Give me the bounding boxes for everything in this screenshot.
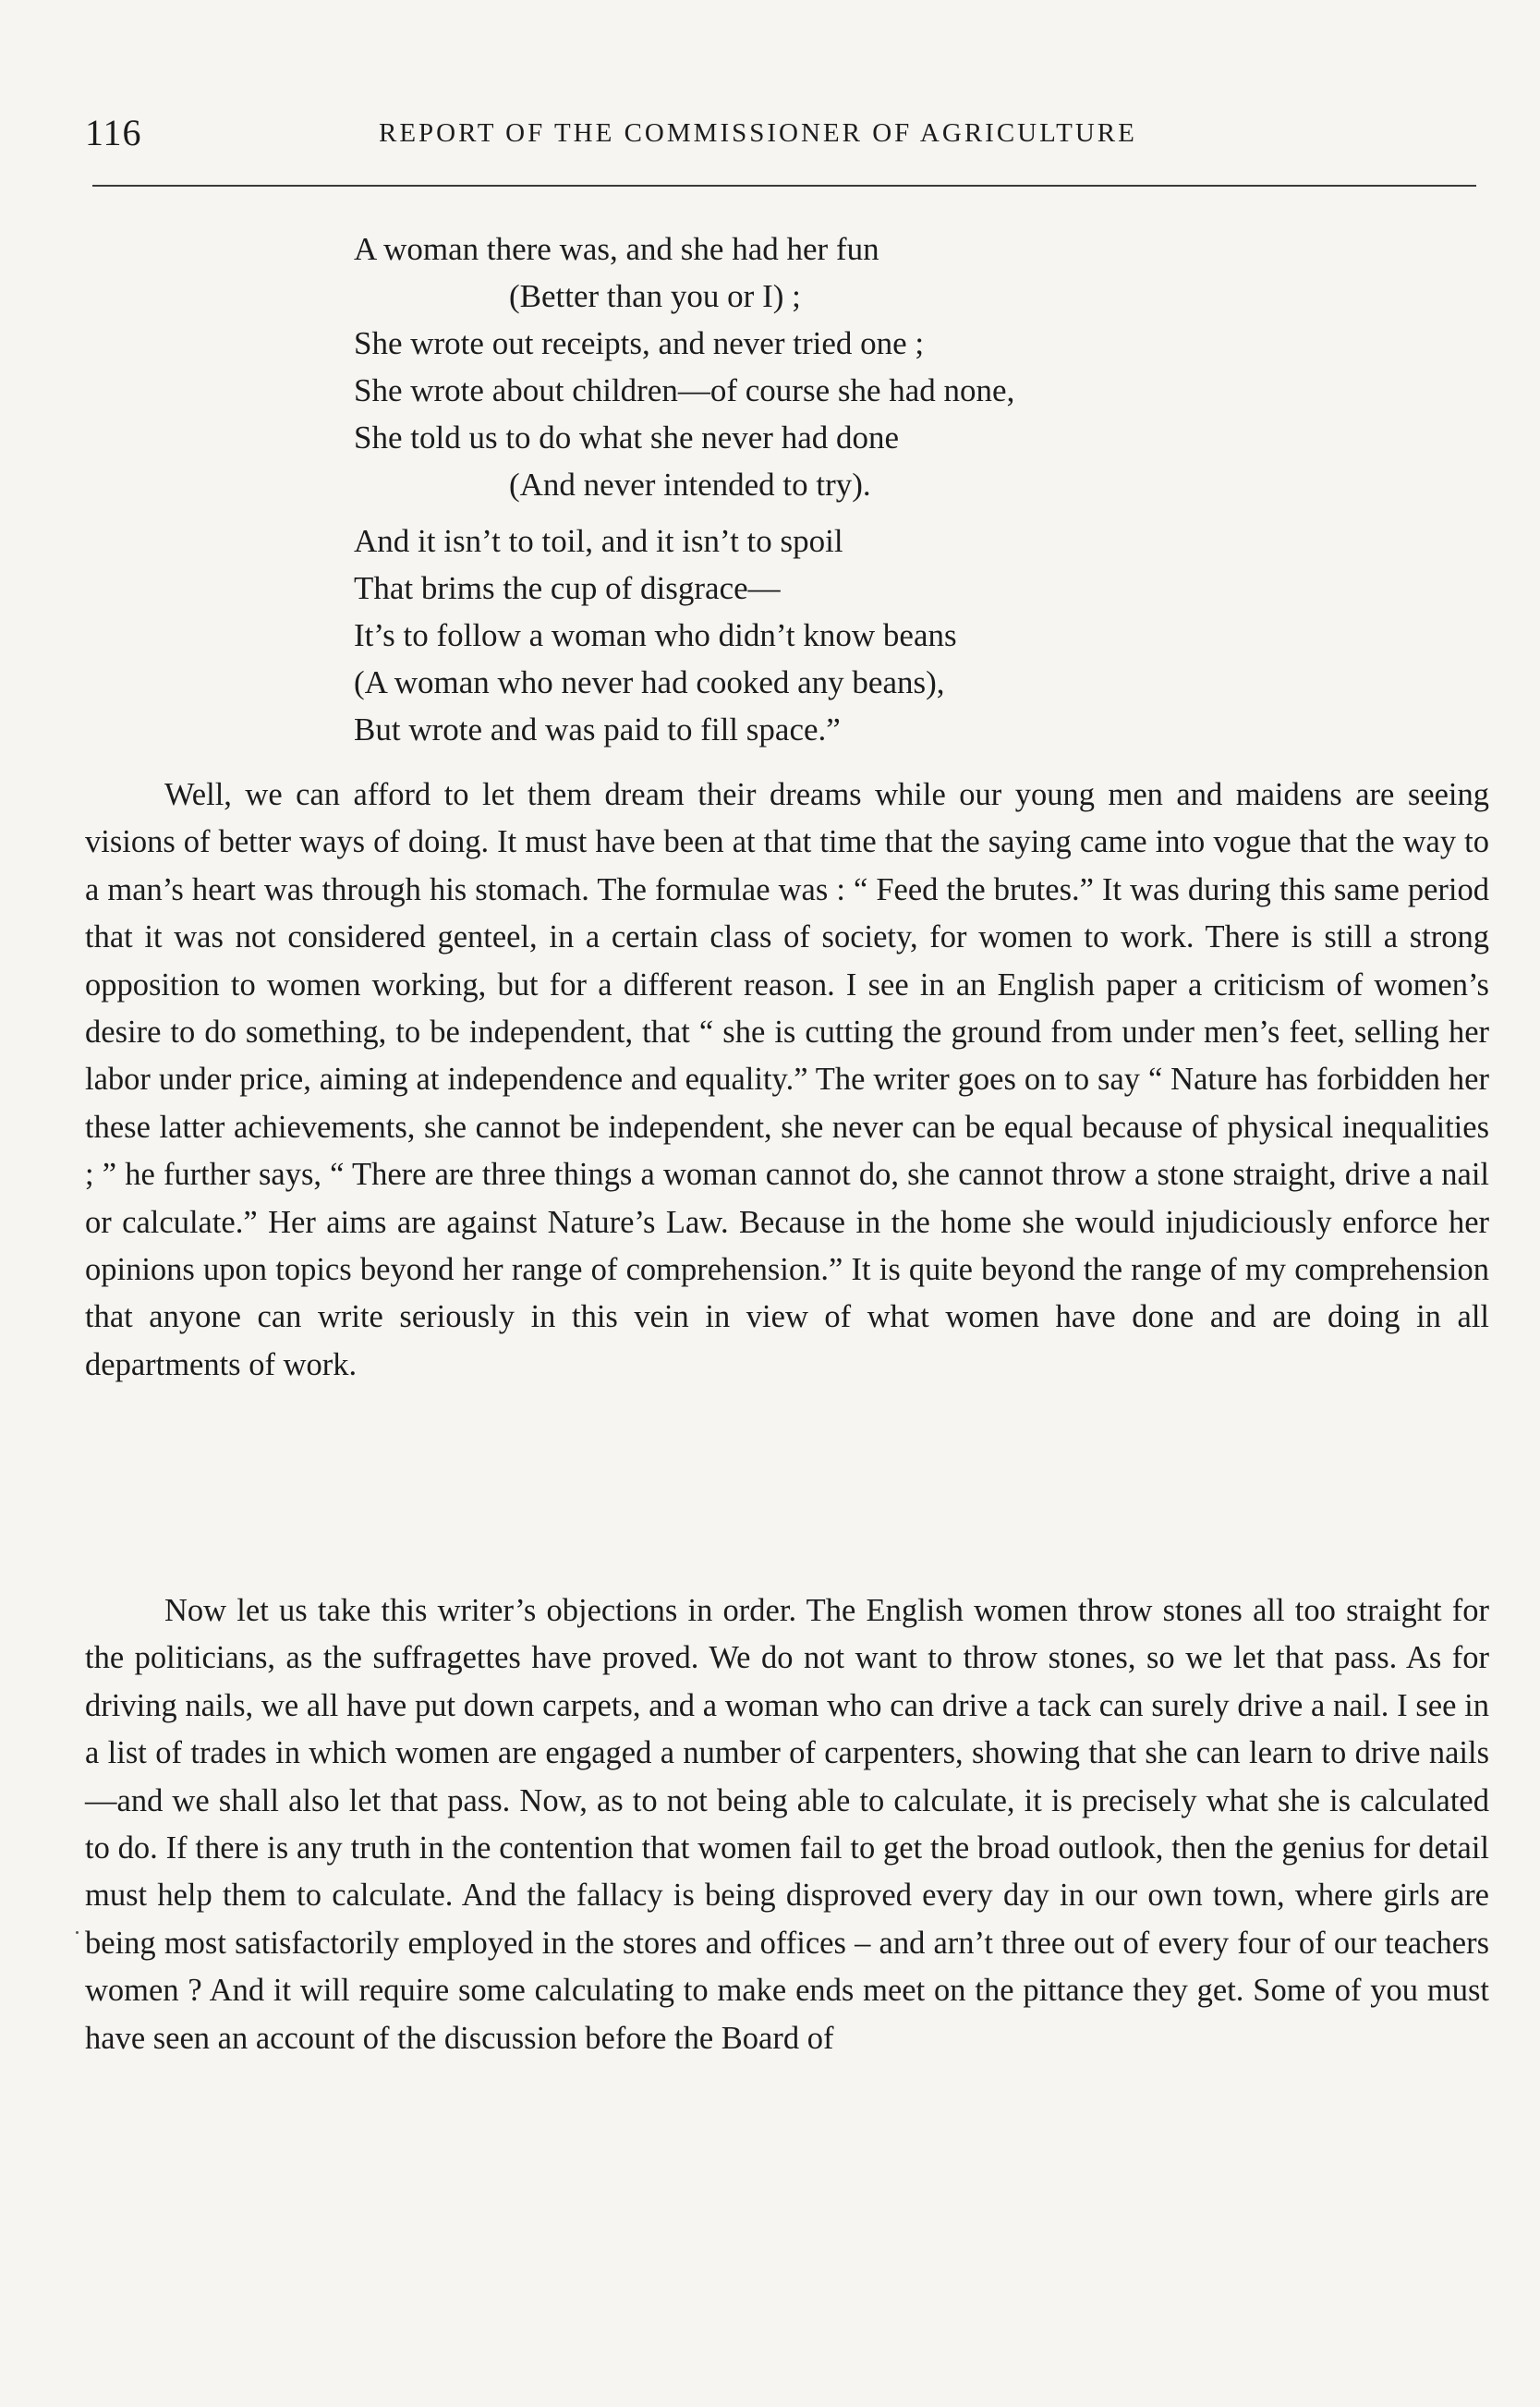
- poem-line: That brims the cup of disgrace—: [354, 570, 781, 606]
- body-paragraph: Now let us take this writer’s objections in order. The English women throw stones all too straight for the politicians, as the suffragettes have proved. We do not want to throw stones, so we let that pass. As for driving nails, we all have put down carpets, and a woman who can drive a tack can surely drive a nail. I see in a list of trades in which women are engaged a number of carpenters, showing that she can learn to drive nails—and we shall also let that pass. Now, as to not being able to calculate, it is precisely what she is calculated to do. If there is any truth in the contention that women fail to get the broad outlook, then the genius for detail must help them to calculate. And the fallacy is being disproved every day in our own town, where girls are being most satisfactorily employed in the stores and offices – and arn’t three out of every four of our teachers women ? And it will require some calculating to make ends meet on the pittance they get. Some of you must have seen an account of the discussion before the Board of: [85, 1593, 1489, 2056]
- poem-line: But wrote and was paid to fill space.”: [354, 711, 841, 748]
- poem-stanza: [354, 517, 1370, 753]
- poem-quotation: [354, 225, 1370, 762]
- poem-line: (A woman who never had cooked any beans),: [354, 664, 945, 700]
- body-paragraph: Well, we can afford to let them dream their dreams while our young men and maidens are seeing visions of better ways of doing. It must have been at that time that the saying came into vogue that the way to a man’s heart was through his stomach. The formulae was : “ Feed the brutes.” It was during this same period that it was not considered genteel, in a certain class of society, for women to work. There is still a strong opposition to women working, but for a different reason. I see in an English paper a criticism of women’s desire to do something, to be independent, that “ she is cutting the ground from under men’s feet, selling her labor under price, aiming at independence and equality.” The writer goes on to say “ Nature has forbidden her these latter achievements, she cannot be independent, she never can be equal because of physical inequalities ; ” he further says, “ There are three things a woman cannot do, she cannot throw a stone straight, drive a nail or calculate.” Her aims are against Nature’s Law. Because in the home she would injudiciously enforce her opinions upon topics beyond her range of comprehension.” It is quite beyond the range of my comprehension that anyone can write seriously in this vein in view of what women have done and are doing in all departments of work.: [85, 777, 1489, 1382]
- poem-line: A woman there was, and she had her fun: [354, 231, 879, 267]
- poem-line: She told us to do what she never had done: [354, 419, 900, 456]
- poem-line: She wrote out receipts, and never tried one ;: [354, 325, 925, 361]
- poem-line: She wrote about children—of course she had none,: [354, 372, 1015, 408]
- poem-stanza: [354, 225, 1370, 508]
- header-rule: [92, 185, 1476, 187]
- ink-speck: [76, 1931, 79, 1934]
- poem-line: (And never intended to try).: [509, 467, 871, 503]
- page-number: 116: [85, 112, 142, 153]
- page-header: [85, 111, 1475, 166]
- poem-line: And it isn’t to toil, and it isn’t to spoil: [354, 523, 843, 559]
- poem-line: It’s to follow a woman who didn’t know beans: [354, 617, 957, 653]
- poem-line: (Better than you or I) ;: [509, 278, 801, 314]
- running-head: REPORT OF THE COMMISSIONER OF AGRICULTURE: [379, 118, 1137, 148]
